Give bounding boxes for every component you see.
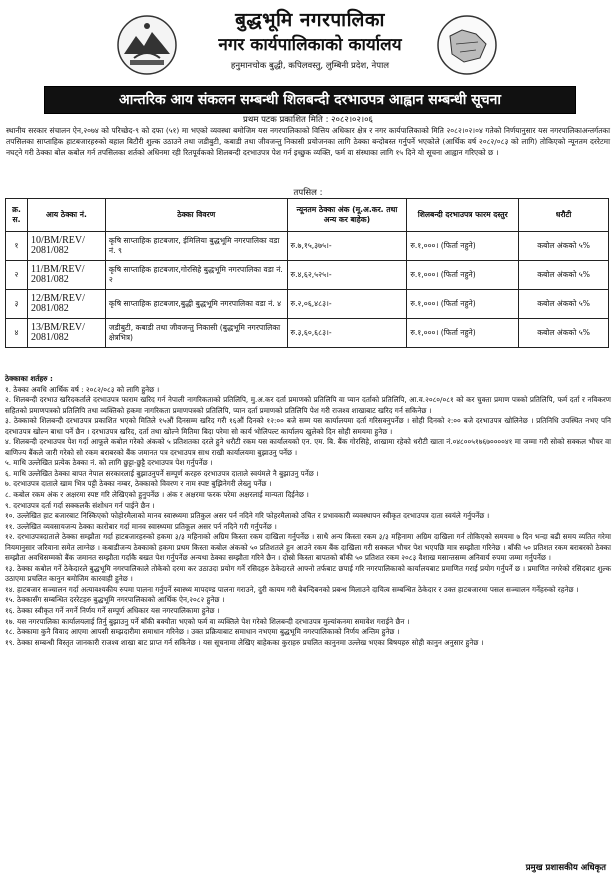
term-item: १०. उल्लेखित हाट बजारबाट निस्किएको फोहोरमैलाको मानव स्वास्थ्यमा प्रतिकुल असर पर्न नदिने गरि फोहरमैलाको उचित र प्रभावकारी व्यवस्थापन स्वीकृत दरभाउपत्र दाता स्वयंले गर्नुपर्नेछ । — [5, 511, 490, 521]
term-item: १२. दरभाउपत्रदाताले ठेक्का सम्झौता गर्दा हाटबजारहरुको हकमा ३/३ महिनाको अग्रिम किस्ता रकम दाखिला गर्नुपर्नेछ । साथै अन्य किस्ता रकम ३/३ महिनामा अग्रिम दाखिला गर्न तोकिएको समयमा ७ दिन भन्दा बढी समय व्यतित गरेमा नियमानुसार जरिवाना समेत लाग्नेछ । कबाडीजन्य ठेक्काको हकमा प्रथम किस्ता कबोल अंकको ५० प्रतिशतले हुन आउने रकम बैंक दाखिला गरी सक्कल भौचर पेश भएपछि मात्र सम्झौता गरिनेछ । बाँकी ५० प्रतिशत रकम बराबरको ठेक्का सम्झौता अवधिसम्मको बैंक जमानत सम्झौता गर्दाकै बखत पेश गर्नुपर्नेछ अन्यथा ठेक्का सम्झौता गरिने छैन । दोस्रो किस्ता बापतको बाँकी ५० प्रतिशत रकम २०८३ वैशाख मसान्तसम्म अनिवार्य रुपमा जम्मा गर्नुपर्नेछ । — [5, 532, 611, 563]
cell-form-fee: रु.१,०००। (फिर्ता नहुने) — [407, 261, 519, 290]
header-form-fee: शिलबन्दी दरभाउपत्र फारम दस्तुर — [407, 199, 519, 232]
table-caption: तपसिल : — [293, 188, 323, 198]
cell-contract-no: 10/BM/REV/ 2081/082 — [27, 232, 105, 261]
terms-title: ठेक्काका शर्तहरु : — [5, 374, 53, 383]
municipality-map-logo — [436, 14, 498, 76]
term-item: १७. यस नगरपालिका कार्यालयलाई तिर्नु बुझाउनु पर्ने बाँकी बक्यौता भएको फर्म वा व्यक्तिले पेश गरेको शिलबन्दी दरभाउपत्र मुल्यांकनमा समावेश गराईने छैन । — [5, 616, 410, 626]
header-min-amount: न्यूनतम ठेक्का अंक (मू.अ.कर. तथा अन्य कर बाहेक) — [287, 199, 407, 232]
term-item: ६. माथि उल्लेखित ठेक्का बापत नेपाल सरकारलाई बुझाउनुपर्ने सम्पूर्ण करहरु दरभाउपत्र दाताले स्वयंमले नै बुझाउनु पर्नेछ । — [5, 468, 319, 478]
term-item: ९. दरभाउपत्र दर्ता गर्दा सक्कलकै संशोधन गर्न पाईने छैन । — [5, 500, 155, 510]
cell-serial: ४ — [6, 319, 28, 348]
letterhead — [0, 0, 616, 88]
table-header-row — [6, 199, 609, 232]
term-item: १५. ठेक्कासँग सम्बन्धित दररेटहरु बुद्धभूमि नगरपालिकाको आर्थिक ऐन,२०८२ हुनेछ । — [5, 595, 225, 605]
term-item: १६. ठेक्का स्वीकृत गर्ने नगर्ने निर्णय गर्ने सम्पूर्ण अधिकार यस नगरपालिकामा हुनेछ । — [5, 606, 220, 616]
table-row — [6, 261, 609, 290]
cell-form-fee: रु.१,०००। (फिर्ता नहुने) — [407, 290, 519, 319]
cell-contract-no: 11/BM/REV/ 2081/082 — [27, 261, 105, 290]
term-item: ४. शिलबन्दी दरभाउपत्र पेश गर्दा आफूले कबोल गरेको अंकको ५ प्रतिशतका दरले हुने धरौटी रकम यस कार्यालयको एन. एम. बि. बैंक गोरसिहे, शाखामा रहेको धरौटी खाता नं.०४८००५१७६७००००४१ मा जम्मा गरी सोको सक्कल भौचर वा बाणिज्य बैंकले जारी गरेको सो रकम बराबरको बैंक जमानत पत्र दरभाउपत्र साथ राखी कार्यालयमा बुझाउनु पर्नेछ । — [5, 437, 611, 457]
cell-min-amount: रु.२,०६,४८३।- — [287, 290, 407, 319]
office-subtitle: नगर कार्यपालिकाको कार्यालय — [218, 35, 402, 55]
cell-min-amount: रु.४,६२,५२५।- — [287, 261, 407, 290]
header-serial: क्र. स. — [6, 199, 28, 232]
intro-paragraph: स्थानीय सरकार संचालन ऐन,२०७४ को परिच्छेद-९ को दफा (५१) मा भएको व्यवस्था बमोजिम यस नगरपालिकाको वित्तिय अधिकार क्षेत्र र नगर कार्यपालिकाको मिति २०८२।०२।०४ गतेको निर्णयानुसार यस नगरपालिकाअन्तर्गतका तपसिलका साप्ताहिक हाटबजारहरुको बहाल बिटौरी शुल्क उठाउने तथा जडीबुटी, कबाडी तथा जीवजन्तु निकासी प्रयोजनका लागि ठेक्का बन्दोबस्त गर्नुपर्ने भएकोले (आर्थिक वर्ष २०८२/०८३ को लागि) तोकिएको न्यूनतम दररेटमा नघट्ने गरी ठेक्का बोल कबोल गर्न तपसिलका शर्तको अधिनमा रही रितपूर्वकको शिलबन्दी दरभाउपत्र पेश गर्न इच्छुक व्यक्ति, फर्म वा संस्थाका लागि १५ दिने यो सूचना आह्वान गरिएको छ । — [6, 126, 610, 157]
cell-min-amount: रु.३,६०,६८३।- — [287, 319, 407, 348]
term-item: ७. दरभाउपत्र दाताले खाम भित्र पट्टी ठेक्का नम्बर, ठेक्काको विवरण र नाम स्पष्ट बुझिनेगरी लेख्नु पर्नेछ । — [5, 479, 272, 489]
header-contract-no: आय ठेक्का नं. — [27, 199, 105, 232]
term-item: १. ठेक्का अवधि आर्थिक वर्ष : २०८२/०८३ को लागि हुनेछ । — [5, 384, 160, 394]
publish-date: प्रथम पटक प्रकाशित मिति : २०८२।०२।०६ — [243, 115, 373, 125]
term-item: १४. हाटबजार सञ्चालन गर्दा अत्यावश्यकीय रुपमा पालना गर्नुपर्ने स्वास्थ्य मापदण्ड पालना गराउने, दुरी कायम गरी बेबन्दिबनको प्रबन्ध मिलाउने दायित्व सम्बन्धित ठेकेदार र उक्त हाटबजारमा पसल सञ्चालन गर्नेहरुको रहनेछ । — [5, 584, 579, 594]
cell-deposit: कबोल अंकको ५% — [519, 319, 609, 348]
term-item: २. शिलबन्दी दरभाउ खरिदकर्ताले दरभाउपत्र फाराम खरिद गर्न नेपाली नागरिकताको प्रतिलिपि, मु.अ.कर दर्ता प्रमाणको प्रतिलिपि वा प्यान दर्ताको प्रतिलिपि, आ.व.२०८०/०८१ को कर चुक्ता प्रमाण पत्रको प्रतिलिपि, फर्म दर्ता र नविकरण सहितको प्रमाणपत्रको प्रतिलिपि तथा व्यक्तिको हकमा नागरिकता प्रमाणपत्रको प्रतिलिपि, प्यान दर्ता प्रमाणको प्रतिलिपि पेश गरी राजश्व शाखाबाट खरिद गर्न सकिनेछ । — [5, 395, 611, 415]
term-item: ११. उल्लेखित व्यवसायजन्य ठेक्का कारोबार गर्दा मानव स्वास्थ्यमा प्रतिकूल असर पर्न नदिने गरी गर्नुपर्नेछ । — [5, 521, 277, 531]
header-deposit: धरौटी — [519, 199, 609, 232]
cell-description: कृषि साप्ताहिक हाटबजार,बुद्धी बुद्धभूमि नगरपालिका वडा नं. ४ — [105, 290, 287, 319]
cell-form-fee: रु.१,०००। (फिर्ता नहुने) — [407, 232, 519, 261]
cell-description: कृषि साप्ताहिक हाटबजार,गोरसिहे बुद्धभूमि नगरपालिका वडा नं. २ — [105, 261, 287, 290]
contracts-table — [5, 198, 609, 348]
cell-description: जडीबुटी, कबाडी तथा जीवजन्तु निकासी (बुद्धभूमि नगरपालिका क्षेत्रभित्र) — [105, 319, 287, 348]
term-item: ५. माथि उल्लेखित प्रत्येक ठेक्का नं. को लागि छुट्टा-छुट्टै दरभाउपत्र पेश गर्नुपर्नेछ । — [5, 458, 213, 468]
cell-form-fee: रु.१,०००। (फिर्ता नहुने) — [407, 319, 519, 348]
municipality-title: बुद्धभूमि नगरपालिका — [235, 9, 385, 31]
cell-contract-no: 12/BM/REV/ 2081/082 — [27, 290, 105, 319]
table-row — [6, 232, 609, 261]
cell-deposit: कबोल अंकको ५% — [519, 290, 609, 319]
header-description: ठेक्का विवरण — [105, 199, 287, 232]
cell-deposit: कबोल अंकको ५% — [519, 261, 609, 290]
cell-contract-no: 13/BM/REV/ 2081/082 — [27, 319, 105, 348]
notice-banner: आन्तरिक आय संकलन सम्बन्धी शिलबन्दी दरभाउपत्र आह्वान सम्बन्धी सूचना — [44, 86, 576, 114]
terms-section — [5, 374, 611, 648]
cell-serial: ३ — [6, 290, 28, 319]
cell-deposit: कबोल अंकको ५% — [519, 232, 609, 261]
office-address: हनुमानचोक बुद्धी, कपिलवस्तु, लुम्बिनी प्रदेश, नेपाल — [230, 61, 390, 71]
term-item: १३. ठेक्का कबोल गर्ने ठेकेदारले बुद्धभूमि नगरपालिकाले तोकेको दरमा कर उठाउदा प्रयोग गर्ने रसिदहरु ठेकेदारले आफ्नो तर्फबाट छपाई गरि नगरपालिकाको कार्यालयबाट प्रमाणित गराई प्रयोग गर्नुपर्ने छ । प्रमाणित नगरेको रसिदबाट शुल्क उठाएमा प्रचलित कानुन बमोजिम कारवाही हुनेछ । — [5, 563, 611, 584]
term-item: १९. ठेक्का सम्बन्धी विस्तृत जानकारी राजश्व शाखा बाट प्राप्त गर्न सकिनेछ । यस सूचनामा लेखिए बाहेकका कुराहरु प्रचलित कानुनमा उल्लेख भएका बिषयहरु सोही कानुन अनुसार हुनेछ । — [5, 637, 484, 647]
cell-serial: २ — [6, 261, 28, 290]
cell-description: कृषि साप्ताहिक हाटबजार, ईमिलिया बुद्धभूमि नगरपालिका वडा नं. ९ — [105, 232, 287, 261]
term-item: ३. ठेक्काको शिलबन्दी दरभाउपत्र प्रकाशित भएको मितिले १५औं दिनसम्म खरिद गरी १६औं दिनको १२:०० बजे सम्म यस कार्यालयमा दर्ता गरिसक्नुपर्नेछ । सोही दिनको २:०० बजे दरभाउपत्र खोलिनेछ । प्रतिनिधि उपस्थित नभए पनि दरभाउपत्र खोल्न बाधा पर्ने छैन । दरभाउपत्र खरिद, दर्ता तथा खोल्ने मितिमा बिदा परेमा सो कार्य भोलिपल्ट कार्यालय खुलेको दिन सोही समयमा हुनेछ । — [5, 416, 611, 436]
table-row — [6, 319, 609, 348]
signatory-title: प्रमुख प्रशासकीय अधिकृत — [525, 863, 606, 873]
term-item: १८. ठेक्कामा कुनै विवाद आएमा आपसी सम्झदारीमा समाधान गरिनेछ । उक्त प्रक्रियाबाट समाधान नभएमा बुद्धभूमि नगरपालिकाको निर्णय अन्तिम हुनेछ । — [5, 627, 400, 637]
term-item: ८. कबोल रकम अंक र अक्षरमा स्पष्ट गरि लेखिएको हुनुपर्नेछ । अंक र अक्षरमा फरक परेमा अक्षरलाई मान्यता दिईनेछ । — [5, 490, 309, 500]
table-row — [6, 290, 609, 319]
cell-min-amount: रु.७,१५,३७५।- — [287, 232, 407, 261]
cell-serial: १ — [6, 232, 28, 261]
